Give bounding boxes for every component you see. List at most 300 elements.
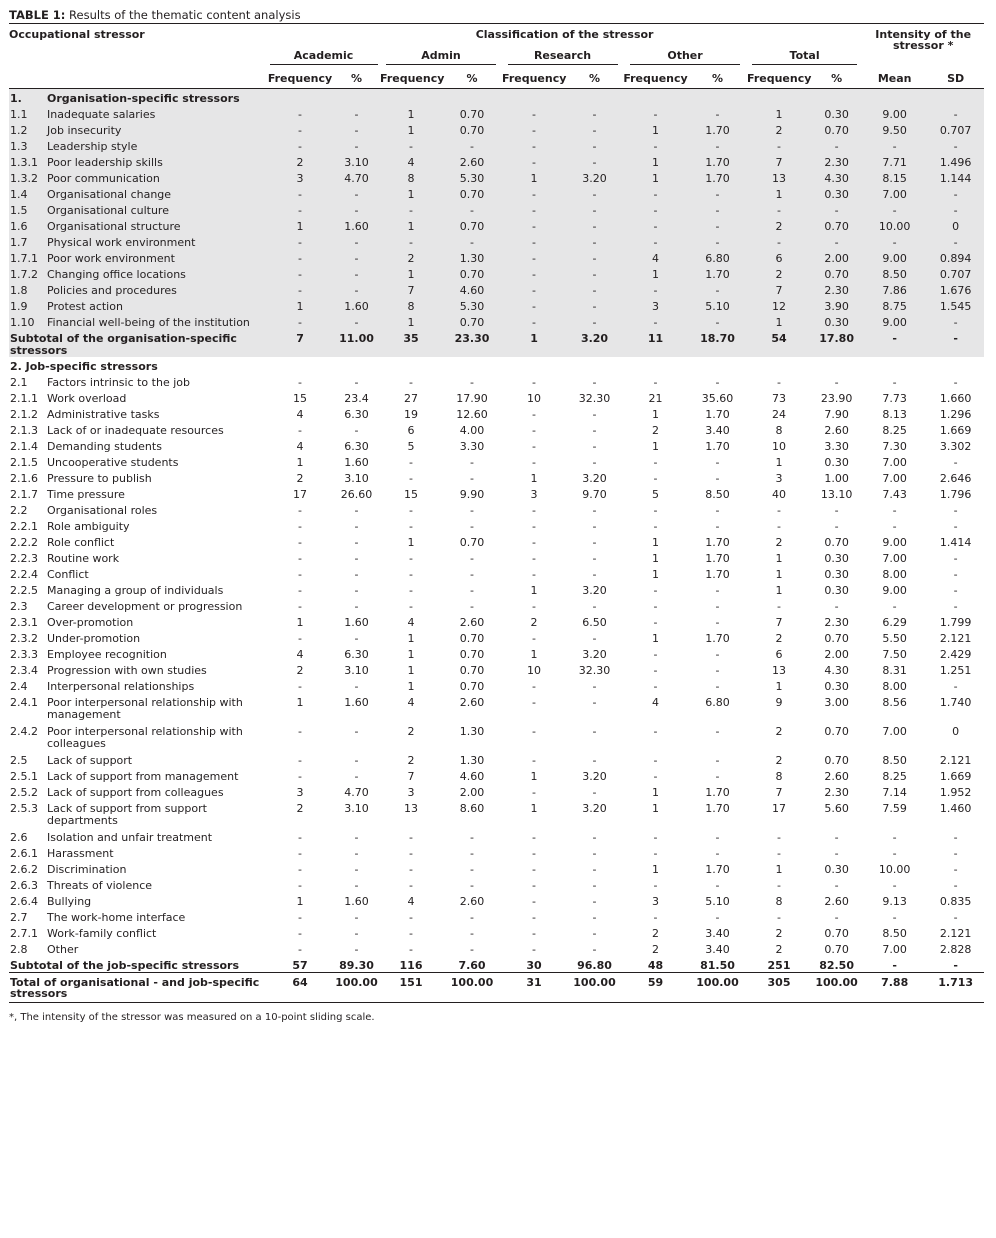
cell-value: 1 bbox=[652, 863, 660, 876]
cell-value: 3.30 bbox=[459, 440, 485, 453]
cell-value: 10 bbox=[527, 664, 542, 677]
cell-value: 15 bbox=[404, 488, 419, 501]
cell-value: 2.121 bbox=[939, 754, 972, 767]
cell-value: 0.70 bbox=[811, 121, 862, 137]
cell-value bbox=[862, 357, 927, 373]
cell-value: 9.00 bbox=[882, 536, 907, 549]
cell-value: - bbox=[811, 233, 862, 249]
row-label: Threats of violence bbox=[47, 879, 153, 892]
cell-value: 9.00 bbox=[862, 105, 927, 121]
cell-value bbox=[927, 357, 984, 373]
table-row bbox=[9, 783, 984, 799]
header-frequency: Frequency bbox=[747, 72, 812, 85]
group-research: Research bbox=[508, 50, 618, 65]
cell-value: 1 bbox=[775, 568, 783, 581]
cell-value: - bbox=[298, 725, 302, 738]
cell-value: 1 bbox=[775, 680, 783, 693]
cell-value: 0.70 bbox=[824, 927, 849, 940]
row-label: Organisation-specific stressors bbox=[47, 89, 267, 106]
cell-value: - bbox=[354, 754, 359, 767]
cell-value: - bbox=[715, 472, 720, 485]
cell-value bbox=[747, 89, 811, 106]
cell-value: - bbox=[532, 680, 536, 693]
results-table bbox=[9, 23, 984, 1003]
cell-value: 8.50 bbox=[882, 927, 907, 940]
row-label: Work-family conflict bbox=[47, 927, 157, 940]
cell-value: - bbox=[566, 121, 623, 137]
cell-value: 2 bbox=[747, 121, 811, 137]
cell-value: 1 bbox=[652, 786, 660, 799]
cell-value bbox=[747, 357, 811, 373]
cell-value: 9.50 bbox=[862, 121, 927, 137]
cell-value: - bbox=[747, 233, 811, 249]
cell-value: 100.00 bbox=[696, 976, 739, 989]
cell-value: - bbox=[502, 265, 566, 281]
cell-value: 0 bbox=[927, 217, 984, 233]
cell-value: 1 bbox=[407, 648, 415, 661]
cell-value: 0.70 bbox=[824, 754, 849, 767]
cell-value: 100.00 bbox=[335, 976, 378, 989]
row-label: Career development or progression bbox=[47, 600, 243, 613]
cell-value: 7.00 bbox=[882, 943, 907, 956]
cell-value: 82.50 bbox=[819, 959, 854, 972]
cell-value: 7.71 bbox=[862, 153, 927, 169]
cell-value: - bbox=[267, 249, 333, 265]
cell-value: - bbox=[953, 863, 958, 876]
row-label: Over-promotion bbox=[47, 616, 134, 629]
cell-value: - bbox=[777, 847, 781, 860]
cell-value: 6.50 bbox=[582, 616, 607, 629]
header-percent: % bbox=[712, 72, 724, 85]
cell-value: - bbox=[777, 504, 781, 517]
cell-value: - bbox=[592, 504, 597, 517]
table-row bbox=[9, 469, 984, 485]
cell-value: - bbox=[298, 600, 302, 613]
cell-value: - bbox=[354, 911, 359, 924]
cell-value: 1 bbox=[380, 105, 442, 121]
table-row bbox=[9, 661, 984, 677]
cell-value: - bbox=[715, 456, 720, 469]
cell-value: - bbox=[298, 847, 302, 860]
cell-value: 0 bbox=[952, 725, 960, 738]
cell-value: - bbox=[298, 770, 302, 783]
header-frequency: Frequency bbox=[623, 72, 688, 85]
cell-value: 0.70 bbox=[442, 217, 502, 233]
cell-value: - bbox=[927, 137, 984, 153]
table-row bbox=[9, 185, 984, 201]
table-row bbox=[9, 629, 984, 645]
cell-value: 21 bbox=[648, 392, 663, 405]
cell-value: 35 bbox=[380, 329, 442, 357]
cell-value: 0.30 bbox=[824, 584, 849, 597]
cell-value bbox=[566, 89, 623, 106]
cell-value: 2 bbox=[267, 153, 333, 169]
cell-value: 6.30 bbox=[344, 648, 369, 661]
cell-value: 4.60 bbox=[442, 281, 502, 297]
cell-value bbox=[623, 357, 688, 373]
cell-value: - bbox=[409, 831, 413, 844]
cell-value: 12.60 bbox=[456, 408, 488, 421]
cell-value: 0.835 bbox=[939, 895, 972, 908]
row-label: Financial well-being of the institution bbox=[47, 313, 267, 329]
cell-value: 64 bbox=[292, 976, 308, 989]
cell-value: 3.20 bbox=[566, 169, 623, 185]
cell-value: - bbox=[953, 568, 958, 581]
cell-value: 13 bbox=[747, 169, 811, 185]
cell-value: - bbox=[298, 943, 302, 956]
cell-value: 2 bbox=[380, 249, 442, 265]
cell-value: - bbox=[333, 137, 380, 153]
cell-value: 6.30 bbox=[344, 440, 369, 453]
cell-value: - bbox=[298, 536, 302, 549]
cell-value bbox=[623, 89, 688, 106]
cell-value: - bbox=[532, 847, 536, 860]
row-number: 1.6 bbox=[9, 217, 47, 233]
cell-value: 2 bbox=[775, 536, 783, 549]
cell-value: 1 bbox=[267, 297, 333, 313]
cell-value: - bbox=[470, 376, 474, 389]
table-row bbox=[9, 121, 984, 137]
cell-value: - bbox=[566, 233, 623, 249]
cell-value: - bbox=[653, 616, 658, 629]
cell-value: 2.121 bbox=[939, 927, 972, 940]
cell-value: - bbox=[298, 911, 302, 924]
cell-value: - bbox=[623, 105, 688, 121]
cell-value: - bbox=[354, 600, 359, 613]
cell-value: 5.60 bbox=[824, 802, 849, 815]
cell-value: 4 bbox=[380, 153, 442, 169]
row-number: 1.7.2 bbox=[9, 265, 47, 281]
cell-value: 1.799 bbox=[939, 616, 972, 629]
cell-value: - bbox=[298, 376, 302, 389]
table-row bbox=[9, 105, 984, 121]
cell-value: - bbox=[688, 137, 747, 153]
cell-value: 2.60 bbox=[824, 770, 849, 783]
cell-value: - bbox=[532, 895, 536, 908]
cell-value: 0.70 bbox=[811, 265, 862, 281]
cell-value: - bbox=[354, 536, 359, 549]
cell-value: 2.429 bbox=[939, 648, 972, 661]
cell-value bbox=[811, 89, 862, 106]
cell-value: 5.30 bbox=[442, 169, 502, 185]
cell-value: - bbox=[354, 552, 359, 565]
row-label: Protest action bbox=[47, 297, 267, 313]
row-number: 2. Job-specific stressors bbox=[10, 360, 158, 373]
cell-value: - bbox=[892, 376, 897, 389]
cell-value: - bbox=[354, 376, 359, 389]
cell-value: 2 bbox=[747, 265, 811, 281]
row-label: Other bbox=[47, 943, 79, 956]
cell-value: - bbox=[333, 313, 380, 329]
cell-value: 0.70 bbox=[824, 632, 849, 645]
table-row bbox=[9, 297, 984, 313]
cell-value: - bbox=[566, 185, 623, 201]
cell-value: - bbox=[470, 552, 474, 565]
cell-value: - bbox=[333, 121, 380, 137]
cell-value: 3.10 bbox=[344, 664, 369, 677]
cell-value: 40 bbox=[772, 488, 787, 501]
cell-value: 13 bbox=[404, 802, 419, 815]
cell-value: 0.70 bbox=[459, 632, 485, 645]
cell-value: - bbox=[862, 201, 927, 217]
cell-value: 1.70 bbox=[688, 153, 747, 169]
cell-value: 1 bbox=[407, 680, 415, 693]
cell-value: - bbox=[442, 137, 502, 153]
subtotal-row bbox=[9, 956, 984, 973]
cell-value: - bbox=[354, 879, 359, 892]
cell-value: 1 bbox=[502, 169, 566, 185]
cell-value: 1.70 bbox=[705, 568, 730, 581]
cell-value: 2 bbox=[407, 725, 415, 738]
cell-value: 17 bbox=[293, 488, 308, 501]
cell-value: 1 bbox=[530, 802, 538, 815]
header-frequency: Frequency bbox=[267, 72, 333, 85]
cell-value: 4.60 bbox=[459, 770, 485, 783]
cell-value: 0.70 bbox=[811, 217, 862, 233]
row-number: 1.2 bbox=[9, 121, 47, 137]
cell-value: 2 bbox=[296, 472, 304, 485]
cell-value: - bbox=[532, 696, 536, 709]
cell-value: 2.30 bbox=[811, 153, 862, 169]
cell-value: 3.20 bbox=[582, 584, 607, 597]
cell-value: 1.60 bbox=[344, 616, 369, 629]
cell-value: 1 bbox=[407, 632, 415, 645]
cell-value: - bbox=[409, 911, 413, 924]
row-label: Role ambiguity bbox=[47, 520, 130, 533]
cell-value: - bbox=[688, 105, 747, 121]
cell-value: 305 bbox=[767, 976, 791, 989]
header-mean: Mean bbox=[862, 70, 927, 89]
row-number: Subtotal of the job-specific stressors bbox=[10, 959, 240, 972]
cell-value: 10 bbox=[527, 392, 542, 405]
header-sd: SD bbox=[927, 70, 984, 89]
cell-value: - bbox=[953, 552, 958, 565]
cell-value: 1 bbox=[380, 185, 442, 201]
cell-value: 0.30 bbox=[811, 105, 862, 121]
cell-value: 1.70 bbox=[705, 863, 730, 876]
cell-value: - bbox=[892, 600, 897, 613]
cell-value: 1 bbox=[502, 329, 566, 357]
cell-value: 5 bbox=[652, 488, 660, 501]
cell-value: - bbox=[592, 440, 597, 453]
cell-value: 1 bbox=[296, 616, 304, 629]
cell-value: 8 bbox=[380, 297, 442, 313]
row-number: 2.7.1 bbox=[10, 927, 38, 940]
cell-value: - bbox=[592, 863, 597, 876]
cell-value: 32.30 bbox=[578, 664, 611, 677]
cell-value: - bbox=[354, 927, 359, 940]
cell-value: 2 bbox=[530, 616, 538, 629]
cell-value: - bbox=[777, 600, 781, 613]
cell-value: - bbox=[566, 297, 623, 313]
cell-value: - bbox=[953, 520, 958, 533]
cell-value: - bbox=[298, 520, 302, 533]
cell-value: 3.20 bbox=[582, 472, 607, 485]
row-number: 1. bbox=[9, 89, 47, 106]
cell-value: 27 bbox=[404, 392, 419, 405]
table-row bbox=[9, 876, 984, 892]
cell-value: 1 bbox=[296, 456, 304, 469]
cell-value bbox=[267, 357, 333, 373]
cell-value: - bbox=[532, 520, 536, 533]
cell-value: 1 bbox=[652, 408, 660, 421]
table-row bbox=[9, 549, 984, 565]
cell-value: - bbox=[380, 233, 442, 249]
row-label: Isolation and unfair treatment bbox=[47, 831, 213, 844]
header-classification: Classification of the stressor bbox=[475, 28, 654, 41]
cell-value: - bbox=[592, 552, 597, 565]
cell-value: - bbox=[267, 121, 333, 137]
row-label: Lack of support from support departments bbox=[47, 802, 207, 827]
cell-value: - bbox=[566, 201, 623, 217]
cell-value: 7.30 bbox=[882, 440, 907, 453]
row-label: Organisational roles bbox=[47, 504, 158, 517]
cell-value: - bbox=[892, 831, 897, 844]
row-label: Factors intrinsic to the job bbox=[47, 376, 190, 389]
subtotal-row bbox=[9, 329, 984, 357]
cell-value: 2.00 bbox=[824, 648, 849, 661]
cell-value: 3.40 bbox=[705, 943, 730, 956]
cell-value: 1 bbox=[623, 121, 688, 137]
cell-value: - bbox=[592, 680, 597, 693]
cell-value: 3 bbox=[530, 488, 538, 501]
cell-value: - bbox=[688, 281, 747, 297]
cell-value: 8.31 bbox=[882, 664, 907, 677]
cell-value: 9.13 bbox=[882, 895, 907, 908]
cell-value: 1.60 bbox=[333, 217, 380, 233]
row-label: Role conflict bbox=[47, 536, 115, 549]
cell-value: 1 bbox=[775, 456, 783, 469]
cell-value: 1.669 bbox=[939, 424, 972, 437]
cell-value: - bbox=[653, 754, 658, 767]
cell-value: 54 bbox=[747, 329, 811, 357]
row-number: 2.3 bbox=[10, 600, 28, 613]
table-row bbox=[9, 722, 984, 751]
cell-value: 7.60 bbox=[458, 959, 486, 972]
row-number: 2.2 bbox=[10, 504, 28, 517]
cell-value: - bbox=[592, 408, 597, 421]
row-label: Changing office locations bbox=[47, 265, 267, 281]
cell-value: - bbox=[592, 786, 597, 799]
cell-value bbox=[267, 89, 333, 106]
row-number: 1.3.1 bbox=[9, 153, 47, 169]
cell-value: 10 bbox=[772, 440, 787, 453]
cell-value: 3.10 bbox=[344, 472, 369, 485]
row-number: 2.6 bbox=[10, 831, 28, 844]
cell-value: 1.796 bbox=[939, 488, 972, 501]
cell-value: - bbox=[502, 297, 566, 313]
cell-value: - bbox=[532, 632, 536, 645]
cell-value: - bbox=[566, 265, 623, 281]
cell-value: - bbox=[834, 520, 839, 533]
cell-value: 8 bbox=[775, 770, 783, 783]
cell-value: 2 bbox=[775, 927, 783, 940]
cell-value: - bbox=[623, 313, 688, 329]
cell-value: - bbox=[592, 911, 597, 924]
table-row bbox=[9, 860, 984, 876]
cell-value: 1.740 bbox=[939, 696, 972, 709]
row-number: 2.5 bbox=[10, 754, 28, 767]
cell-value: - bbox=[298, 863, 302, 876]
cell-value: - bbox=[834, 600, 839, 613]
cell-value: 3.20 bbox=[566, 329, 623, 357]
row-label: Physical work environment bbox=[47, 233, 267, 249]
cell-value: - bbox=[592, 895, 597, 908]
cell-value bbox=[566, 357, 623, 373]
cell-value: - bbox=[502, 201, 566, 217]
cell-value: - bbox=[354, 632, 359, 645]
cell-value: 1.713 bbox=[938, 976, 974, 989]
cell-value: 8.15 bbox=[862, 169, 927, 185]
cell-value: 0.707 bbox=[927, 121, 984, 137]
header-percent: % bbox=[466, 72, 478, 85]
cell-value: - bbox=[532, 927, 536, 940]
cell-value: - bbox=[409, 927, 413, 940]
cell-value: 1.60 bbox=[344, 696, 369, 709]
cell-value: - bbox=[532, 504, 536, 517]
cell-value: - bbox=[298, 879, 302, 892]
cell-value: - bbox=[953, 847, 958, 860]
table-row bbox=[9, 217, 984, 233]
cell-value: - bbox=[777, 376, 781, 389]
cell-value: 1.30 bbox=[459, 754, 485, 767]
row-number: 2.5.2 bbox=[10, 786, 38, 799]
cell-value bbox=[442, 89, 502, 106]
cell-value: 8.25 bbox=[882, 770, 907, 783]
cell-value: 3 bbox=[296, 786, 304, 799]
row-number: 2.6.4 bbox=[10, 895, 38, 908]
cell-value: 3.40 bbox=[705, 424, 730, 437]
cell-value: - bbox=[532, 536, 536, 549]
cell-value: 1 bbox=[652, 536, 660, 549]
cell-value: - bbox=[409, 847, 413, 860]
cell-value: - bbox=[592, 568, 597, 581]
cell-value: - bbox=[715, 847, 720, 860]
cell-value: 4.30 bbox=[811, 169, 862, 185]
cell-value: 151 bbox=[399, 976, 423, 989]
cell-value: - bbox=[502, 121, 566, 137]
cell-value: - bbox=[502, 153, 566, 169]
cell-value: 7 bbox=[775, 786, 783, 799]
cell-value: 251 bbox=[767, 959, 791, 972]
cell-value: 1 bbox=[407, 536, 415, 549]
cell-value: - bbox=[502, 313, 566, 329]
cell-value: - bbox=[532, 424, 536, 437]
cell-value: 1 bbox=[530, 770, 538, 783]
cell-value: 8.00 bbox=[882, 680, 907, 693]
cell-value: - bbox=[532, 568, 536, 581]
cell-value: 0.70 bbox=[459, 680, 485, 693]
cell-value: 1.70 bbox=[705, 632, 730, 645]
cell-value: - bbox=[532, 831, 536, 844]
cell-value: - bbox=[442, 201, 502, 217]
cell-value: 24 bbox=[772, 408, 787, 421]
cell-value: 17.80 bbox=[811, 329, 862, 357]
cell-value: - bbox=[409, 943, 413, 956]
cell-value: - bbox=[470, 504, 474, 517]
cell-value: - bbox=[592, 754, 597, 767]
row-label: Harassment bbox=[47, 847, 114, 860]
cell-value: 48 bbox=[647, 959, 664, 972]
cell-value: 0.70 bbox=[824, 725, 849, 738]
cell-value: 1.30 bbox=[459, 725, 485, 738]
cell-value: - bbox=[502, 217, 566, 233]
cell-value: 7.43 bbox=[882, 488, 907, 501]
header-percent: % bbox=[831, 72, 843, 85]
table-row bbox=[9, 693, 984, 722]
cell-value: - bbox=[532, 725, 536, 738]
cell-value: - bbox=[688, 313, 747, 329]
